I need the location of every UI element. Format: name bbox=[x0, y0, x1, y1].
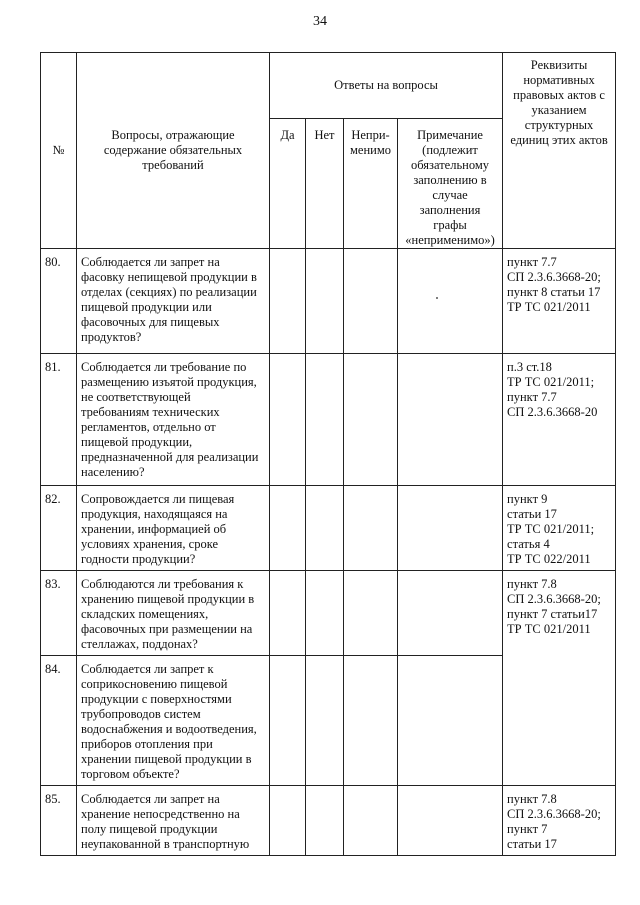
requisites-line: пункт 7.8 bbox=[507, 577, 557, 591]
answer-not-applicable-cell[interactable] bbox=[344, 354, 398, 486]
question-line: Соблюдается ли запрет к bbox=[81, 662, 214, 676]
answer-not-applicable-cell[interactable] bbox=[344, 656, 398, 786]
row-number: 81. bbox=[41, 354, 77, 486]
note-cell[interactable] bbox=[398, 486, 503, 571]
answer-yes-cell[interactable] bbox=[270, 354, 306, 486]
header-row-top bbox=[41, 53, 616, 119]
row-number: 85. bbox=[41, 786, 77, 856]
question-line: хранении пищевой продукции в bbox=[81, 752, 252, 766]
header-note-line: «неприменимо») bbox=[405, 233, 495, 247]
question-cell bbox=[77, 354, 270, 486]
question-line: складских помещениях, bbox=[81, 607, 209, 621]
answer-yes-cell[interactable] bbox=[270, 571, 306, 656]
question-line: условиях хранения, сроке bbox=[81, 537, 219, 551]
header-requisites-line: единиц этих актов bbox=[510, 133, 608, 147]
row-number: 82. bbox=[41, 486, 77, 571]
answer-no-cell[interactable] bbox=[306, 656, 344, 786]
answer-not-applicable-cell[interactable] bbox=[344, 249, 398, 354]
question-line: хранение непосредственно на bbox=[81, 807, 240, 821]
question-line: отделах (секциях) по реализации bbox=[81, 285, 257, 299]
answer-yes-cell[interactable] bbox=[270, 656, 306, 786]
header-note-line: случае bbox=[432, 188, 468, 202]
header-not-applicable-line: Непри- bbox=[351, 128, 390, 142]
question-line: полу пищевой продукции bbox=[81, 822, 218, 836]
question-line: пищевой продукции, bbox=[81, 435, 193, 449]
requisites-cell bbox=[503, 571, 616, 786]
row-number: 80. bbox=[41, 249, 77, 354]
requisites-cell bbox=[503, 786, 616, 856]
requisites-line: пункт 7.7 bbox=[507, 390, 557, 404]
answer-yes-cell[interactable] bbox=[270, 486, 306, 571]
table-row bbox=[41, 249, 616, 354]
question-cell bbox=[77, 786, 270, 856]
note-cell[interactable] bbox=[398, 786, 503, 856]
question-line: размещению изъятой продукция, bbox=[81, 375, 257, 389]
requisites-line: ТР ТС 022/2011 bbox=[507, 552, 591, 566]
note-cell[interactable] bbox=[398, 354, 503, 486]
question-cell bbox=[77, 571, 270, 656]
question-line: Соблюдается ли требование по bbox=[81, 360, 247, 374]
table-row bbox=[41, 486, 616, 571]
header-note-line: (подлежит bbox=[422, 143, 478, 157]
header-note-line: Примечание bbox=[417, 128, 483, 142]
header-questions-line: содержание обязательных bbox=[103, 143, 243, 157]
requisites-line: СП 2.3.6.3668-20; bbox=[507, 270, 601, 284]
requisites-line: пункт 7.8 bbox=[507, 792, 557, 806]
requisites-line: п.3 ст.18 bbox=[507, 360, 552, 374]
header-requisites-line: Реквизиты bbox=[530, 58, 588, 72]
question-line: стеллажах, поддонах? bbox=[81, 637, 198, 651]
header-requisites-line: правовых актов с bbox=[513, 88, 605, 102]
requisites-line: СП 2.3.6.3668-20 bbox=[507, 405, 598, 419]
requisites-line: ТР ТС 021/2011 bbox=[507, 300, 591, 314]
question-line: торговом объекте? bbox=[81, 767, 180, 781]
header-note-line: заполнению в bbox=[413, 173, 487, 187]
answer-no-cell[interactable] bbox=[306, 571, 344, 656]
table-row bbox=[41, 354, 616, 486]
answer-yes-cell[interactable] bbox=[270, 249, 306, 354]
header-questions-line: требований bbox=[142, 158, 204, 172]
question-line: соприкосновению пищевой bbox=[81, 677, 228, 691]
requisites-line: ТР ТС 021/2011; bbox=[507, 375, 595, 389]
header-note bbox=[398, 119, 503, 249]
requisites-line: статьи 17 bbox=[507, 507, 557, 521]
requisites-line: пункт 7.7 bbox=[507, 255, 557, 269]
question-cell bbox=[77, 486, 270, 571]
header-requisites-line: структурных bbox=[524, 118, 594, 132]
question-line: продукция, находящаяся на bbox=[81, 507, 228, 521]
answer-not-applicable-cell[interactable] bbox=[344, 786, 398, 856]
requisites-line: пункт 7 bbox=[507, 822, 548, 836]
header-requisites-line: указанием bbox=[531, 103, 587, 117]
question-line: хранении, информацией об bbox=[81, 522, 227, 536]
header-requisites-line: нормативных bbox=[523, 73, 595, 87]
requirements-checklist-table bbox=[40, 52, 616, 856]
question-line: населению? bbox=[81, 465, 145, 479]
page-number: 34 bbox=[313, 14, 327, 29]
question-line: фасовочных при размещении на bbox=[81, 622, 253, 636]
requisites-line: ТР ТС 021/2011 bbox=[507, 622, 591, 636]
answer-no-cell[interactable] bbox=[306, 354, 344, 486]
question-line: Соблюдается ли запрет на bbox=[81, 255, 220, 269]
answer-yes-cell[interactable] bbox=[270, 786, 306, 856]
requisites-line: статьи 17 bbox=[507, 837, 557, 851]
question-line: пищевой продукции или bbox=[81, 300, 212, 314]
question-line: продукции с поверхностями bbox=[81, 692, 232, 706]
question-line: Соблюдаются ли требования к bbox=[81, 577, 244, 591]
header-note-line: заполнения bbox=[419, 203, 481, 217]
header-note-line: обязательному bbox=[411, 158, 490, 172]
header-requisites bbox=[503, 53, 616, 249]
question-line: трубопроводов систем bbox=[81, 707, 201, 721]
header-number: № bbox=[41, 53, 77, 249]
header-yes: Да bbox=[270, 119, 306, 249]
answer-no-cell[interactable] bbox=[306, 249, 344, 354]
question-line: годности продукции? bbox=[81, 552, 196, 566]
header-questions-line: Вопросы, отражающие bbox=[111, 128, 235, 142]
question-line: предназначенной для реализации bbox=[81, 450, 259, 464]
note-cell[interactable] bbox=[398, 571, 503, 656]
answer-no-cell[interactable] bbox=[306, 786, 344, 856]
row-number: 83. bbox=[41, 571, 77, 656]
scan-speck bbox=[436, 297, 438, 299]
requisites-line: пункт 9 bbox=[507, 492, 548, 506]
note-cell[interactable] bbox=[398, 656, 503, 786]
header-answers: Ответы на вопросы bbox=[270, 53, 503, 119]
note-cell[interactable] bbox=[398, 249, 503, 354]
question-line: фасовочных для пищевых bbox=[81, 315, 220, 329]
question-line: требованиям технических bbox=[81, 405, 220, 419]
header-no: Нет bbox=[306, 119, 344, 249]
question-line: приборов отопления при bbox=[81, 737, 213, 751]
table-row bbox=[41, 571, 616, 656]
header-note-line: графы bbox=[433, 218, 467, 232]
question-line: водоснабжения и водоотведения, bbox=[81, 722, 257, 736]
requisites-cell bbox=[503, 249, 616, 354]
header-not-applicable bbox=[344, 119, 398, 249]
answer-not-applicable-cell[interactable] bbox=[344, 571, 398, 656]
requisites-line: ТР ТС 021/2011; bbox=[507, 522, 595, 536]
question-line: Сопровождается ли пищевая bbox=[81, 492, 235, 506]
header-not-applicable-line: менимо bbox=[350, 143, 391, 157]
question-line: Соблюдается ли запрет на bbox=[81, 792, 220, 806]
requisites-line: СП 2.3.6.3668-20; bbox=[507, 592, 601, 606]
requisites-line: пункт 7 статьи17 bbox=[507, 607, 598, 621]
row-number: 84. bbox=[41, 656, 77, 786]
header-questions bbox=[77, 53, 270, 249]
question-line: продуктов? bbox=[81, 330, 142, 344]
answer-not-applicable-cell[interactable] bbox=[344, 486, 398, 571]
requisites-line: статья 4 bbox=[507, 537, 550, 551]
question-line: фасовку непищевой продукции в bbox=[81, 270, 257, 284]
question-line: хранению пищевой продукции в bbox=[81, 592, 255, 606]
question-cell bbox=[77, 249, 270, 354]
requisites-line: СП 2.3.6.3668-20; bbox=[507, 807, 601, 821]
question-line: регламентов, отдельно от bbox=[81, 420, 216, 434]
question-line: не соответствующей bbox=[81, 390, 191, 404]
answer-no-cell[interactable] bbox=[306, 486, 344, 571]
requisites-cell bbox=[503, 354, 616, 486]
question-cell bbox=[77, 656, 270, 786]
table-row bbox=[41, 786, 616, 856]
question-line: неупакованной в транспортную bbox=[81, 837, 250, 851]
requisites-cell bbox=[503, 486, 616, 571]
requisites-line: пункт 8 статьи 17 bbox=[507, 285, 601, 299]
